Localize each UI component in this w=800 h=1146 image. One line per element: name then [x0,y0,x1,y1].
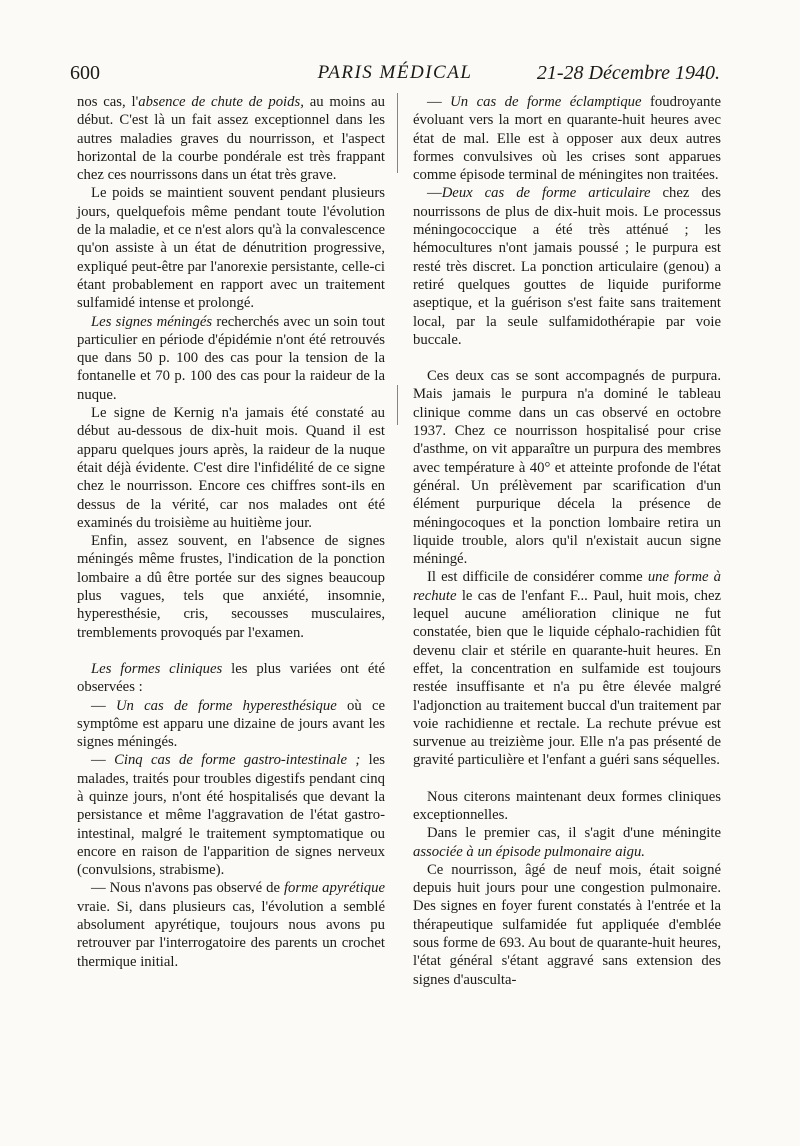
paragraph [413,568,721,769]
text-run: Le poids se maintient souvent pendant plusieurs jours, quelquefois même pendant toute l'évolution de la maladie, et ce n'est alors qu'à la convalescence qu'on assiste à un état de dénutrition progressive, expliqué peut-être par l'anorexie persistante, celle-ci étant probablement en rapport avec un traitement sulfamidé intense et prolongé. [77,185,385,312]
text-run: recherchés avec un soin tout particulier en période d'épidémie n'ont été retrouvés que dans 50 p. 100 des cas pour la tension de la fontanelle et 70 p. 100 des cas pour la raideur de la nuque. [77,313,385,403]
text-run: chez des nourrissons de plus de dix-huit mois. Le processus méningococcique a été très atténué ; les hémocultures n'ont jamais poussé ; le purpura est resté très discret. La ponction articulaire (genou) a retiré quelques gouttes de liquide puriforme aseptique, et la guérison s'est faite sans traitement local, par la seule sulfamidothérapie par voie buccale. [413,185,721,348]
running-header [70,62,720,88]
italic-run: une forme à rechute [413,569,721,604]
page-number: 600 [70,62,100,84]
text-run: les malades, traités pour troubles digestifs pendant cinq à quinze jours, n'ont été hospitalisés que devant la persistance et même l'aggravation de l'état gastro-intestinal, malgré le traitement symptomatique ou encore en raison de l'apparition de signes nerveux (convulsions, strabisme). [77,752,385,879]
italic-run: Deux cas de forme articulaire [441,185,651,202]
text-run: au moins au début. C'est là un fait assez exceptionnel dans les autres maladies graves du nourrisson, et l'aspect horizontal de la courbe pondérale est très frappant chez ces nourrissons dans un état très grave. [77,94,385,184]
text-run: Ces deux cas se sont accompagnés de purpura. Mais jamais le purpura n'a dominé le tableau clinique comme dans un cas observé en octobre 1937. Chez ce nourrisson hospitalisé pour crise d'asthme, on vit apparaître un purpura des membres avec température à 40° et atteinte profonde de l'état général. Un prélèvement par scarification d'un élément purpurique décela la présence de méningocoques et la ponction lombaire retira un liquide trouble, alors qu'il n'existait aucun signe méningé. [413,368,721,568]
text-run: où ce symptôme est apparu une dizaine de jours avant les signes méningés. [77,697,385,751]
italic-run: forme apyrétique [283,880,385,897]
paragraph [77,93,385,184]
text-run: — [91,752,115,769]
left-column [77,93,385,971]
paragraph [413,824,721,861]
italic-run: Les signes méningés [91,313,213,330]
paragraph [77,751,385,879]
italic-run: Un cas de forme éclamptique [450,94,642,110]
column-divider-lower [397,385,398,425]
italic-run: Cinq cas de forme gastro-intestinale ; [114,752,361,769]
paragraph [77,697,385,752]
text-run: le cas de l'enfant F... Paul, huit mois, chez lequel aucune amélioration clinique ne fut constatée, bien que le liquide céphalo-rachidien fût devenu clair et stérile en quarante-huit heures. En effet, la concentration en sulfamide est toujours restée insuffisante et n'a pu être élevée malgré l'adjonction au traitement buccal d'un traitement par voie rachidienne et rectale. La rechute prévue est survenue au treizième jour. Elle n'a pas présenté de gravité particulière et l'enfant a guéri sans séquelles. [413,587,721,769]
paragraph [77,532,385,642]
text-run: les plus variées ont été observées : [77,660,385,696]
paragraph [77,404,385,532]
italic-run: Les formes cliniques [91,660,223,677]
italic-run: Un cas de forme hyperesthésique [115,697,337,714]
italic-run: absence de chute de poids, [138,94,304,110]
paragraph [413,861,721,989]
text-run: — Nous n'avons pas observé de [91,880,284,897]
text-run: — [91,697,116,714]
paragraph [77,313,385,404]
text-run: nos cas, l' [77,94,139,110]
right-column [413,93,721,989]
journal-title: PARIS MÉDICAL [317,62,473,83]
issue-date: 21-28 Décembre 1940. [536,62,720,84]
paragraph [413,788,721,825]
paragraph [413,93,721,184]
text-run: vraie. Si, dans plusieurs cas, l'évolution a semblé absolument apyrétique, toujours nous avons pu retrouver par l'interrogatoire des parents un crochet thermique initial. [77,898,385,970]
italic-run: associée à un épisode pulmonaire aigu. [413,843,645,860]
text-run: foudroyante évoluant vers la mort en quarante-huit heures avec état de mal. Elle est à opposer aux deux autres formes convulsives où les crises sont apparues comme épisode terminal de méningites non traitées. [413,94,721,184]
text-run: Il est difficile de considérer comme [427,569,648,586]
text-run: — [427,94,451,110]
paragraph [77,184,385,312]
column-divider [397,93,398,173]
text-run: Le signe de Kernig n'a jamais été constaté au début au-dessous de dix-huit mois. Quand il est apparu quelques jours après, la raideur de la nuque était déjà évidente. C'est dire l'infidélité de ce signe chez le nourrisson. Encore ces chiffres sont-ils en dessus de la vérité, car nos malades ont été examinés du troisième au huitième jour. [77,405,385,531]
paragraph [413,367,721,568]
text-run: Ce nourrisson, âgé de neuf mois, était soigné depuis huit jours pour une congestion pulmonaire. Des signes en foyer furent constatés à l'entrée et la thérapeutique sulfamidée fut appliquée d'emblée sous forme de 693. Au bout de quarante-huit heures, l'état général s'étant aggravé sans extension des signes d'ausculta- [413,861,721,988]
paragraph [77,660,385,697]
paragraph [77,879,385,970]
paragraph [413,184,721,349]
text-run: Enfin, assez souvent, en l'absence de signes méningés même frustes, l'indication de la ponction lombaire a dû être portée sur des signes beaucoup plus vagues, tels que anxiété, insomnie, hyperesthésie, cris, secousses musculaires, tremblements provoqués par l'examen. [77,533,385,641]
text-run: Dans le premier cas, il s'agit d'une méningite [427,825,721,842]
text-run: — [427,185,442,202]
text-run: Nous citerons maintenant deux formes cliniques exceptionnelles. [413,788,721,823]
